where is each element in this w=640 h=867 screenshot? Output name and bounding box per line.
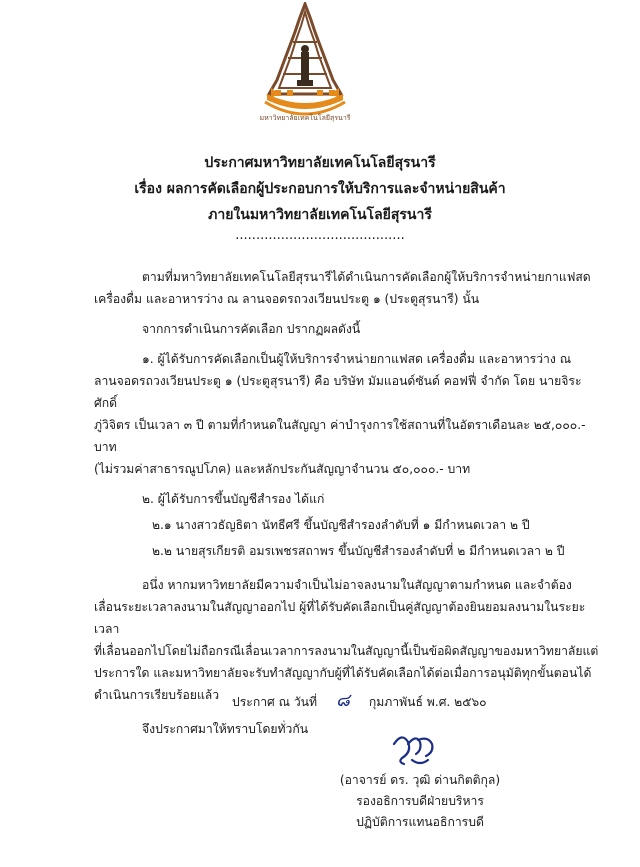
paragraph-3-line-3: ที่เลื่อนออกไปโดยไม่ถือกรณีเลื่อนเวลาการลงนามในสัญญานี้เป็นข้อผิดสัญญาของมหาวิทยาลัยแต่ [94, 644, 599, 658]
paragraph-3-line-2: เลื่อนระยะเวลาลงนามในสัญญาออกไป ผู้ที่ได้รับคัดเลือกเป็นคู่สัญญาต้องยินยอมลงนามในระยะเวลา [94, 600, 586, 636]
header-separator: ......................................... [235, 228, 405, 243]
item-2-2: ๒.๒ นายสุรเกียรติ อมรเพชรสถาพร ขึ้นบัญชีสำรองลำดับที่ ๒ มีกำหนดเวลา ๒ ปี [152, 544, 565, 558]
header-line-3: ภายในมหาวิทยาลัยเทคโนโลยีสุรนารี [208, 207, 432, 223]
handwritten-signature-icon [388, 730, 438, 768]
item-1-line-4: (ไม่รวมค่าสาธารณูปโภค) และหลักประกันสัญญาจำนวน ๕๐,๐๐๐.- บาท [94, 462, 471, 476]
paragraph-3-line-5: ดำเนินการเรียบร้อยแล้ว [94, 688, 220, 702]
university-logo [253, 2, 357, 126]
paragraph-3-line-4: ประการใด และมหาวิทยาลัยจะรับทำสัญญากับผู้ที่ได้รับคัดเลือกได้ต่อเมื่อการอนุมัติทุกขั้นตอนได้ [94, 666, 592, 680]
date-day: ๘ [335, 690, 350, 711]
date-rest: กุมภาพันธ์ พ.ศ. ๒๕๖๐ [368, 695, 487, 709]
paragraph-2: จากการดำเนินการคัดเลือก ปรากฏผลดังนี้ [142, 322, 361, 336]
date-prefix: ประกาศ ณ วันที่ [232, 695, 318, 709]
item-1-line-2: ลานจอดรถวงเวียนประตู ๑ (ประตูสุรนารี) คือ บริษัท มัมแอนด์ซันด์ คอฟฟี่ จำกัด โดย นายจิระศักดิ์ [94, 374, 582, 410]
signatory-position-1: รองอธิการบดีฝ่ายบริหาร [356, 794, 484, 808]
announcement-body [94, 266, 602, 740]
university-emblem-icon [253, 2, 357, 126]
item-1-line-3: ภู่วิจิตร เป็นเวลา ๓ ปี ตามที่กำหนดในสัญญา ค่าบำรุงการใช้สถานที่ในอัตราเดือนละ ๒๕,๐๐๐.- บาท [94, 418, 586, 454]
logo-caption: มหาวิทยาลัยเทคโนโลยีสุรนารี [259, 114, 351, 122]
signatory-name: (อาจารย์ ดร. วุฒิ ด่านกิตติกุล) [339, 773, 501, 787]
paragraph-1-line-2: เครื่องดื่ม และอาหารว่าง ณ ลานจอดรถวงเวียนประตู ๑ (ประตูสุรนารี) นั้น [94, 292, 480, 306]
item-2: ๒. ผู้ได้รับการขึ้นบัญชีสำรอง ได้แก่ [142, 492, 325, 506]
paragraph-3-line-1: อนึ่ง หากมหาวิทยาลัยมีความจำเป็นไม่อาจลงนามในสัญญาตามกำหนด และจำต้อง [142, 578, 572, 592]
signatory-block [300, 770, 540, 833]
item-2-1: ๒.๑ นางสาวธัญธิตา นัทธีศรี ขึ้นบัญชีสำรองลำดับที่ ๑ มีกำหนดเวลา ๒ ปี [152, 518, 530, 532]
signatory-position-2: ปฏิบัติการแทนอธิการบดี [356, 815, 484, 829]
announcement-header [0, 150, 640, 244]
signature-mark [388, 730, 438, 768]
header-line-2: เรื่อง ผลการคัดเลือกผู้ประกอบการให้บริการและจำหน่ายสินค้า [134, 181, 506, 197]
announcement-date [232, 690, 552, 713]
header-line-1: ประกาศมหาวิทยาลัยเทคโนโลยีสุรนารี [204, 155, 436, 171]
closing-line: จึงประกาศมาให้ทราบโดยทั่วกัน [142, 722, 309, 736]
paragraph-1-line-1: ตามที่มหาวิทยาลัยเทคโนโลยีสุรนารีได้ดำเนินการคัดเลือกผู้ให้บริการจำหน่ายกาแฟสด [142, 270, 591, 284]
item-1-line-1: ๑. ผู้ได้รับการคัดเลือกเป็นผู้ให้บริการจำหน่ายกาแฟสด เครื่องดื่ม และอาหารว่าง ณ [142, 352, 572, 366]
